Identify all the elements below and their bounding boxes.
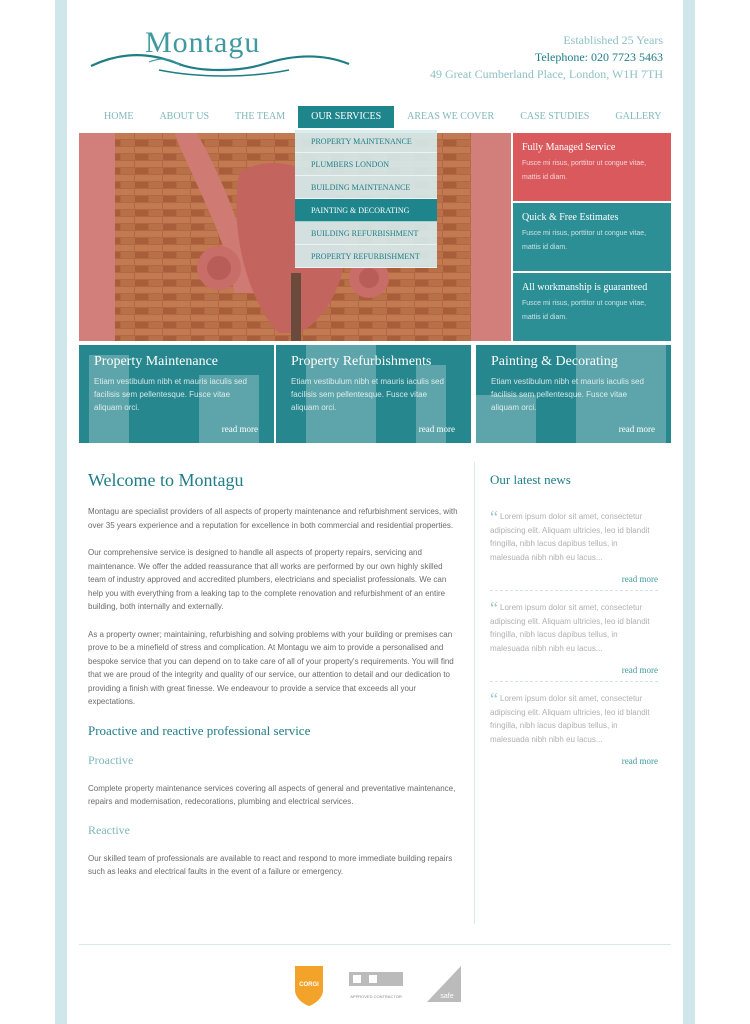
welcome-paragraph: As a property owner; maintaining, refurbishing and solving problems with your building or premises can prove to be a minefield of stress and complication. At Montagu we aim to provide a personalised and bespoke service that you can depend on to take care of all of your property's requirements. You will find that we are proud of the integrity and quality of our service, our attention to detail and our dedication to providing a finish with great finesse. We endeavour to provide a service that exceeds all your expectations.: [88, 629, 454, 706]
main-nav: [91, 106, 673, 128]
read-more-link[interactable]: read more: [618, 424, 655, 434]
news-text: Lorem ipsum dolor sit amet, consectetur adipiscing elit. Aliquam ultricies, leo id blandit fringilla, nibh lacus dapibus tellus, in malesuada nibh nibh eu lacus...: [490, 512, 650, 562]
feature-property-maintenance[interactable]: [79, 345, 274, 443]
panel-title: All workmanship is guaranteed: [522, 282, 648, 293]
read-more-link[interactable]: read more: [418, 424, 455, 434]
news-text: Lorem ipsum dolor sit amet, consectetur adipiscing elit. Aliquam ultricies, leo id blandit fringilla, nibh lacus dapibus tellus, in malesuada nibh nibh eu lacus...: [490, 603, 650, 653]
welcome-paragraph: Our comprehensive service is designed to handle all aspects of property repairs, servicing and maintenance. We offer the added reassurance that all works are performed by our own highly skilled team of industry approved and accredited plumbers, electricians and specialist professionals. We can help you with everything from a leaking tap to the complete renovation and refurbishment of an entire building, both internally and externally.: [88, 548, 447, 611]
news-text: Lorem ipsum dolor sit amet, consectetur adipiscing elit. Aliquam ultricies, leo id blandit fringilla, nibh lacus dapibus tellus, in malesuada nibh nibh eu lacus...: [490, 694, 650, 744]
quote-icon: “: [490, 507, 498, 527]
panel-fully-managed[interactable]: [513, 133, 671, 201]
nav-areas-we-cover[interactable]: AREAS WE COVER: [407, 111, 495, 122]
reactive-text: Our skilled team of professionals are available to react and respond to more immediate building repairs such as leaks and electrical faults in the event of a failure or emergency.: [88, 853, 453, 876]
established-text: Established 25 Years: [563, 33, 663, 47]
header-contact: [430, 32, 663, 83]
page-container: [67, 0, 683, 1024]
services-dropdown: [295, 130, 437, 268]
accreditation-logos: [293, 962, 463, 1006]
nav-about-us[interactable]: ABOUT US: [159, 111, 209, 122]
safe-label: safe: [440, 993, 454, 1000]
proactive-text: Complete property maintenance services covering all aspects of general and preventative maintenance, repairs and modernisation, redecorations, plumbing and electrical services.: [88, 783, 456, 806]
read-more-link[interactable]: read more: [221, 424, 258, 434]
welcome-title: Welcome to Montagu: [88, 470, 244, 490]
feature-title: Painting & Decorating: [491, 354, 618, 369]
column-divider: [474, 462, 475, 924]
dropdown-item[interactable]: PROPERTY REFURBISHMENT: [295, 245, 437, 268]
dropdown-item[interactable]: BUILDING MAINTENANCE: [295, 176, 437, 199]
safe-logo[interactable]: [427, 966, 461, 1002]
service-subtitle: Proactive and reactive professional service: [88, 722, 311, 738]
dropdown-item[interactable]: BUILDING REFURBISHMENT: [295, 222, 437, 245]
nav-gallery[interactable]: GALLERY: [615, 111, 662, 122]
news-item: [490, 682, 658, 772]
nav-the-team[interactable]: THE TEAM: [235, 111, 286, 122]
read-more-link[interactable]: read more: [621, 665, 658, 675]
left-border-rail: [55, 0, 67, 1024]
feature-painting-decorating[interactable]: [476, 345, 671, 443]
panel-title: Fully Managed Service: [522, 142, 616, 153]
nav-case-studies[interactable]: CASE STUDIES: [520, 111, 590, 122]
latest-news: [490, 472, 658, 772]
panel-text: Fusce mi risus, porttitor ut congue vitae, mattis id diam.: [522, 230, 647, 251]
reactive-heading: Reactive: [88, 822, 130, 837]
news-item: [490, 591, 658, 682]
dropdown-item[interactable]: PROPERTY MAINTENANCE: [295, 130, 437, 153]
read-more-link[interactable]: read more: [621, 574, 658, 584]
news-item: [490, 500, 658, 591]
feature-property-refurbishments[interactable]: [276, 345, 471, 443]
brand-name: Montagu: [145, 26, 261, 59]
feature-text: Etiam vestibulum nibh et mauris iaculis sed facilisis sem pellentesque. Fusce vitae aliquam orci.: [94, 377, 247, 412]
nav-our-services[interactable]: OUR SERVICES: [298, 106, 394, 128]
footer-divider: [79, 944, 671, 945]
address-text: 49 Great Cumberland Place, London, W1H 7TH: [429, 67, 663, 81]
approved-contractor-logo[interactable]: [349, 972, 403, 999]
welcome-paragraph: Montagu are specialist providers of all aspects of property maintenance and refurbishment services, with over 35 years experience and a reputation for excellence in both commercial and residential properties.: [88, 507, 458, 530]
dropdown-item[interactable]: PLUMBERS LONDON: [295, 153, 437, 176]
feature-title: Property Refurbishments: [291, 354, 432, 369]
contractor-label: APPROVED CONTRACTOR: [350, 994, 402, 999]
read-more-link[interactable]: read more: [621, 756, 658, 766]
corgi-logo[interactable]: [295, 966, 323, 1006]
panel-text: Fusce mi risus, porttitor ut congue vitae, mattis id diam.: [522, 300, 647, 321]
panel-text: Fusce mi risus, porttitor ut congue vitae, mattis id diam.: [522, 160, 647, 181]
proactive-heading: Proactive: [88, 752, 134, 767]
dropdown-item[interactable]: PAINTING & DECORATING: [295, 199, 437, 222]
news-title: Our latest news: [490, 472, 571, 487]
nav-home[interactable]: HOME: [104, 111, 134, 122]
right-border-rail: [683, 0, 695, 1024]
panel-free-estimates[interactable]: [513, 203, 671, 271]
welcome-section: [88, 470, 458, 893]
feature-title: Property Maintenance: [94, 354, 219, 369]
corgi-label: CORGI: [299, 982, 319, 988]
feature-text: Etiam vestibulum nibh et mauris iaculis sed facilisis sem pellentesque. Fusce vitae aliquam orci.: [491, 377, 644, 412]
panel-title: Quick & Free Estimates: [522, 212, 619, 223]
feature-text: Etiam vestibulum nibh et mauris iaculis sed facilisis sem pellentesque. Fusce vitae aliquam orci.: [291, 377, 444, 412]
quote-icon: “: [490, 689, 498, 709]
panel-workmanship[interactable]: [513, 273, 671, 341]
quote-icon: “: [490, 598, 498, 618]
telephone-text[interactable]: Telephone: 020 7723 5463: [534, 50, 663, 64]
